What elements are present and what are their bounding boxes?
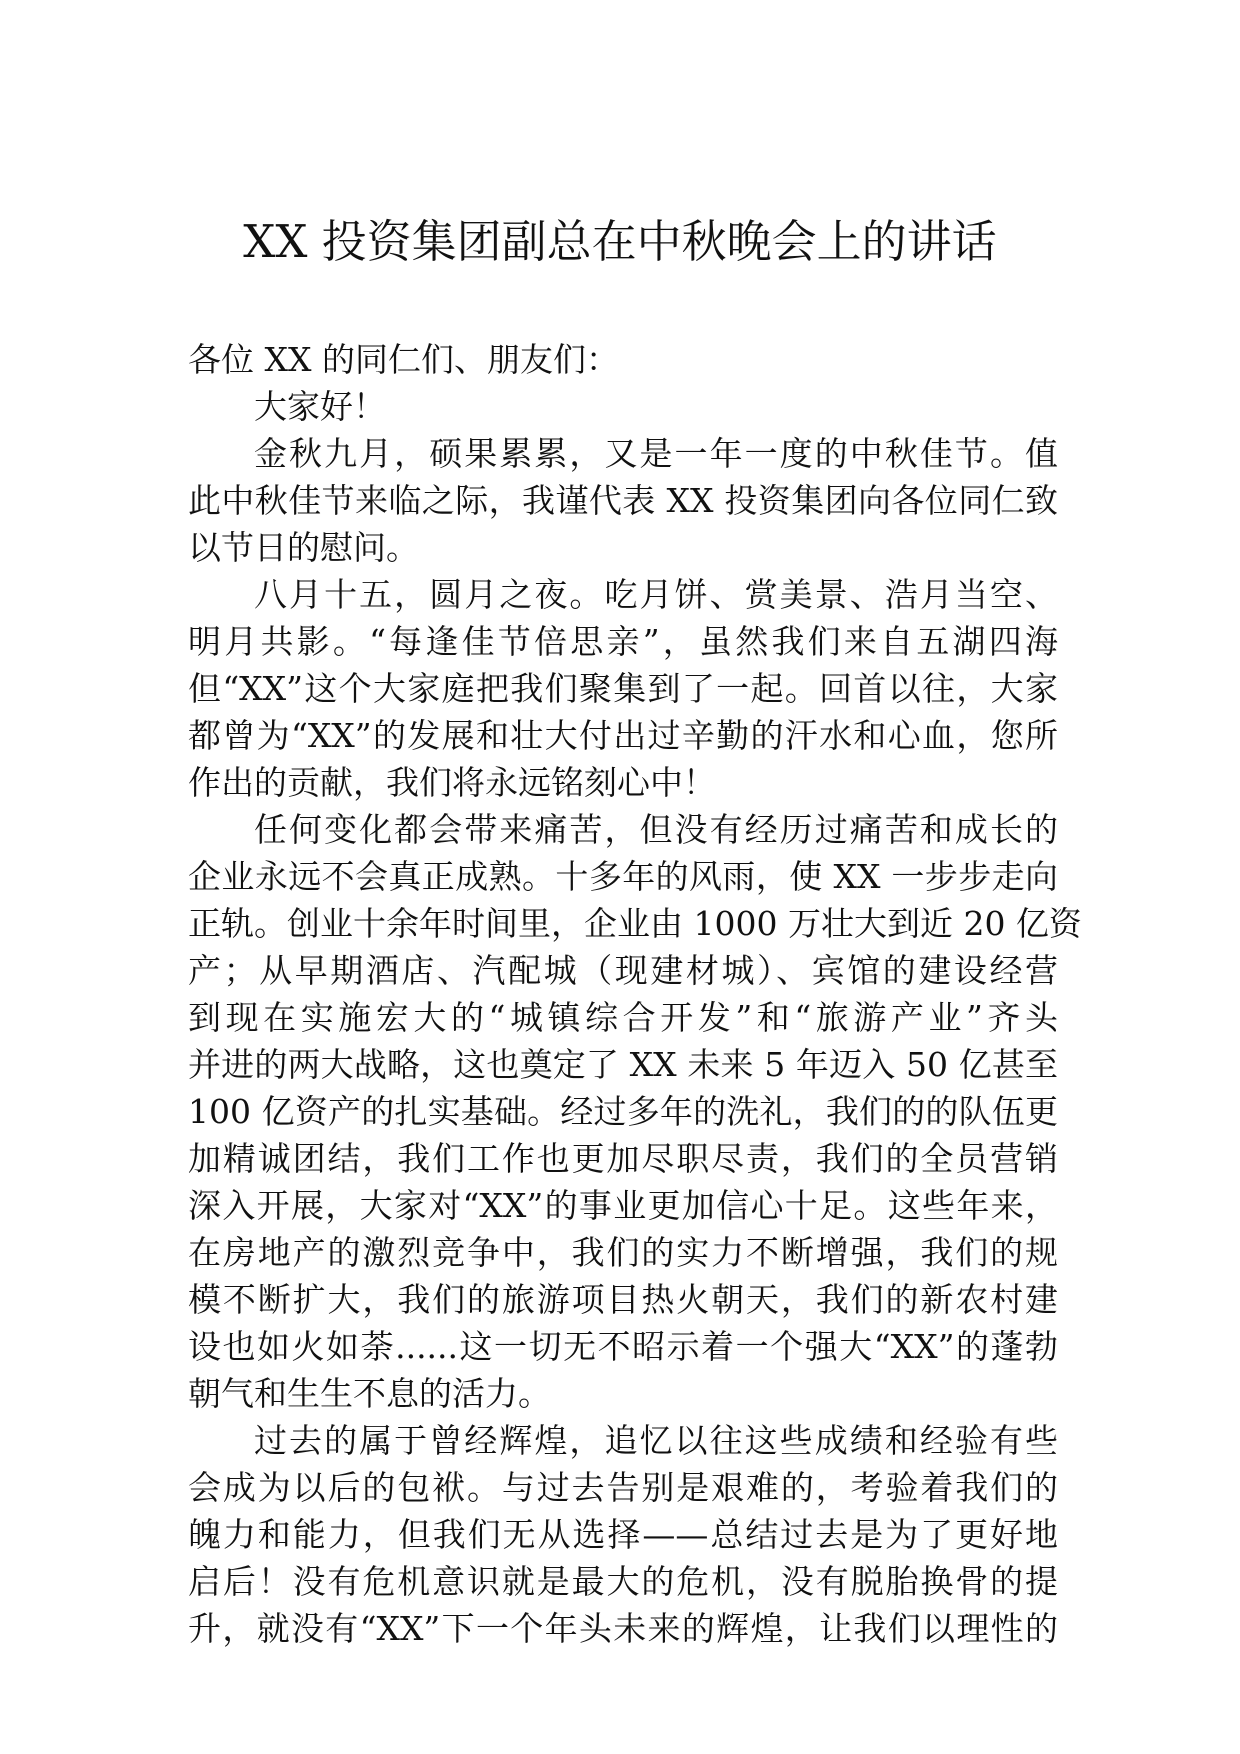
- paragraph-line: 升，就没有“XX”下一个年头未来的辉煌，让我们以理性的: [188, 1609, 1058, 1648]
- paragraph-line: 加精诚团结，我们工作也更加尽职尽责，我们的全员营销: [188, 1139, 1058, 1178]
- paragraph-line: 但“XX”这个大家庭把我们聚集到了一起。回首以往，大家: [188, 669, 1058, 708]
- paragraph-line: 过去的属于曾经辉煌，追忆以往这些成绩和经验有些: [254, 1421, 1058, 1460]
- paragraph-looking-forward: [188, 1417, 1058, 1652]
- paragraph-line: 企业永远不会真正成熟。十多年的风雨，使 XX 一步步走向: [188, 857, 1058, 896]
- paragraph-line: 明月共影。“每逢佳节倍思亲”，虽然我们来自五湖四海: [188, 622, 1058, 661]
- paragraph-line: 设也如火如荼......这一切无不昭示着一个强大“XX”的蓬勃: [188, 1327, 1058, 1366]
- paragraph-line: 正轨。创业十余年时间里，企业由 1000 万壮大到近 20 亿资: [188, 904, 1082, 943]
- paragraph-mid-autumn-greeting: [188, 430, 1058, 571]
- document-title: XX 投资集团副总在中秋晚会上的讲话: [243, 215, 997, 268]
- paragraph-line: 魄力和能力，但我们无从选择——总结过去是为了更好地: [188, 1515, 1058, 1554]
- paragraph-line: 任何变化都会带来痛苦，但没有经历过痛苦和成长的: [254, 810, 1058, 849]
- salutation-line: 各位 XX 的同仁们、朋友们：: [188, 340, 619, 379]
- paragraph-line: 模不断扩大，我们的旅游项目热火朝天，我们的新农村建: [188, 1280, 1058, 1319]
- paragraph-line: 并进的两大战略，这也奠定了 XX 未来 5 年迈入 50 亿甚至: [188, 1045, 1058, 1084]
- paragraph-line: 八月十五，圆月之夜。吃月饼、赏美景、浩月当空、: [254, 575, 1058, 614]
- paragraph-line: 作出的贡献，我们将永远铭刻心中！: [188, 763, 716, 802]
- paragraph-line: 在房地产的激烈竞争中，我们的实力不断增强，我们的规: [188, 1233, 1058, 1272]
- paragraph-line: 100 亿资产的扎实基础。经过多年的洗礼，我们的的队伍更: [188, 1092, 1058, 1131]
- paragraph-line: 金秋九月，硕果累累，又是一年一度的中秋佳节。值: [254, 434, 1058, 473]
- paragraph-line: 到现在实施宏大的“城镇综合开发”和“旅游产业”齐头: [188, 998, 1058, 1037]
- paragraph-line: 会成为以后的包袱。与过去告别是艰难的，考验着我们的: [188, 1468, 1058, 1507]
- paragraph-line: 产；从早期酒店、汽配城（现建材城）、宾馆的建设经营: [188, 951, 1058, 990]
- paragraph-line: 大家好！: [254, 387, 386, 426]
- paragraph-line: 此中秋佳节来临之际，我谨代表 XX 投资集团向各位同仁致: [188, 481, 1058, 520]
- paragraph-reunion: [188, 571, 1058, 806]
- paragraph-growth-history: [188, 806, 1082, 1417]
- paragraph-line: 深入开展，大家对“XX”的事业更加信心十足。这些年来，: [188, 1186, 1058, 1225]
- paragraph-line: 以节日的慰问。: [188, 528, 419, 567]
- paragraph-line: 朝气和生生不息的活力。: [188, 1374, 551, 1413]
- document-body: [188, 336, 1082, 1652]
- paragraph-greeting: [188, 383, 1058, 430]
- paragraph-line: 启后！没有危机意识就是最大的危机，没有脱胎换骨的提: [188, 1562, 1058, 1601]
- paragraph-line: 都曾为“XX”的发展和壮大付出过辛勤的汗水和心血，您所: [188, 716, 1058, 755]
